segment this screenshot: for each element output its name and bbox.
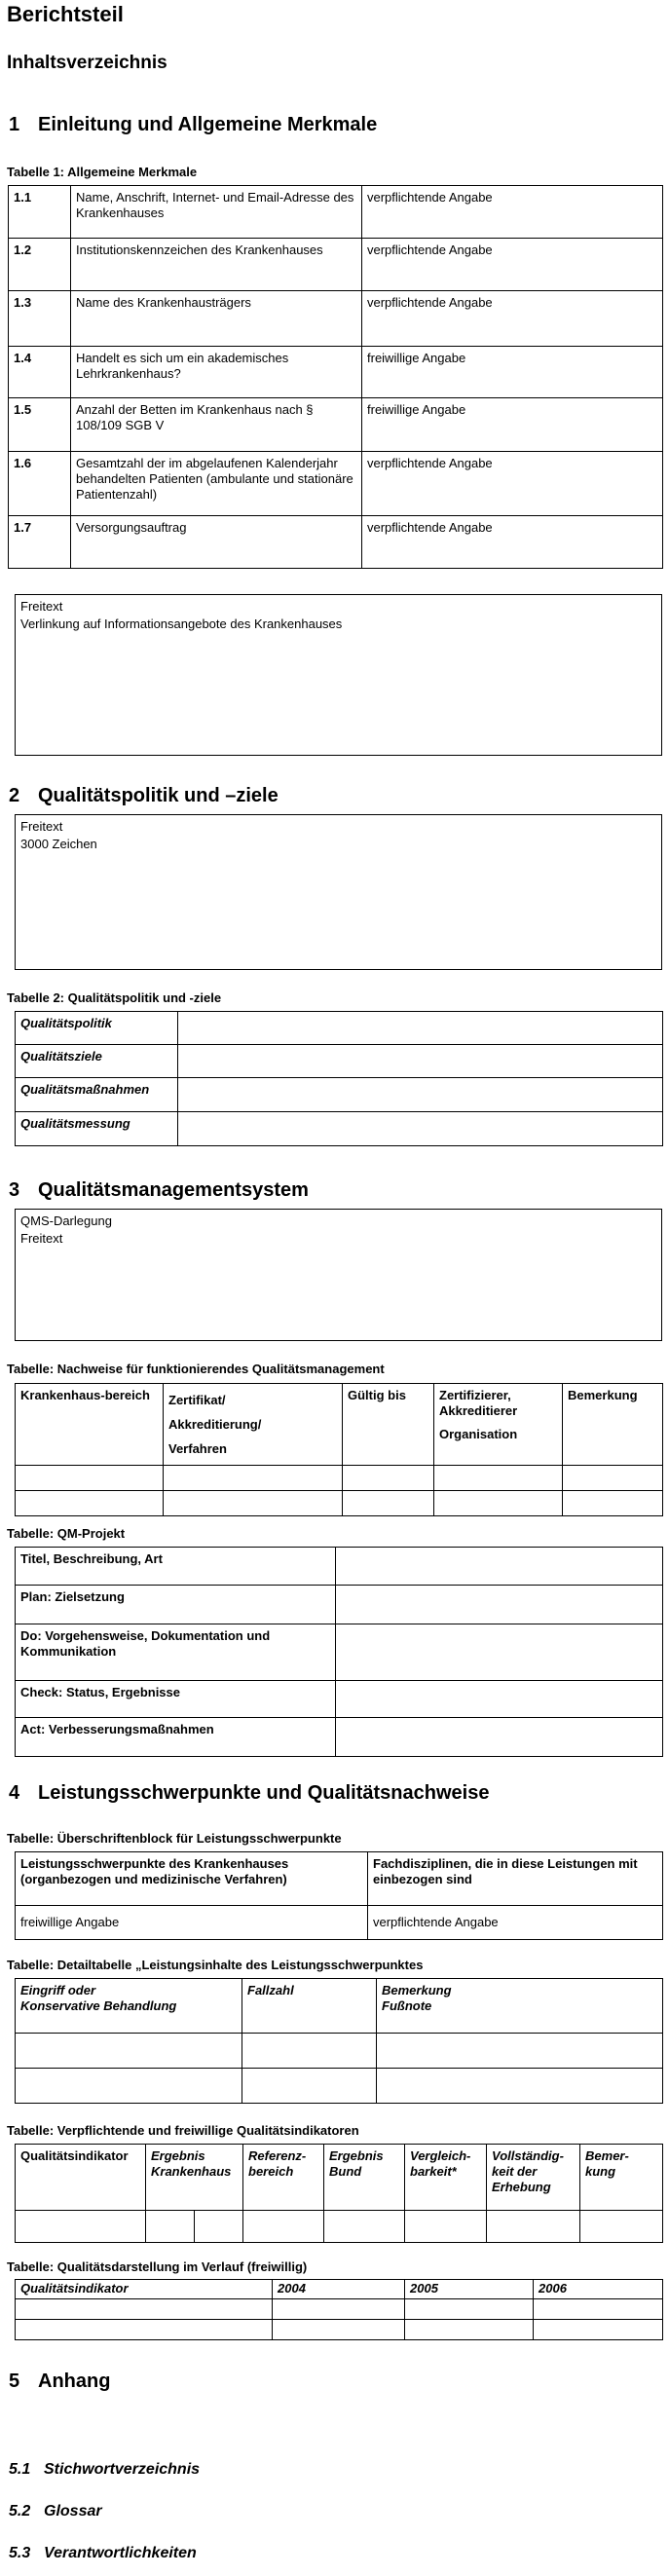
header-line: Fußnote [382,1998,432,2013]
qms-darlegung-box [15,1209,662,1341]
header-eingriff [16,1979,242,2034]
header-bemerkung: Bemerkung [563,1384,663,1466]
table-row [16,1491,663,1516]
row-value [178,1078,663,1112]
item-number: 5.1 [9,2461,31,2478]
table-row [9,239,663,291]
row-label: Name des Krankenhausträgers [71,291,362,347]
detail-caption: Tabelle: Detailtabelle „Leistungsinhalte des Leistungsschwerpunktes [7,1958,424,1972]
header-gueltig-bis: Gültig bis [343,1384,434,1466]
row-value [178,1112,663,1146]
row-label: Qualitätspolitik [16,1012,178,1045]
anhang-item-stichwortverzeichnis [9,2461,200,2479]
row-number: 1.1 [9,186,71,239]
table-row [16,1078,663,1112]
table-ueberschriftenblock [15,1851,663,1940]
row-label: Anzahl der Betten im Krankenhaus nach § 108/109 SGB V [71,398,362,452]
table-header-row [16,2280,663,2299]
header-zertifizierer [434,1384,563,1466]
section-4-heading [9,1782,489,1805]
header-vollstaendigkeit: Vollständig-keit der Erhebung [487,2145,580,2211]
row-label: Qualitätsmessung [16,1112,178,1146]
section-1-title: Einleitung und Allgemeine Merkmale [38,114,378,135]
header-2004: 2004 [273,2280,405,2299]
table-row [16,1548,663,1586]
section-4-number: 4 [9,1782,20,1804]
row-value [336,1624,663,1681]
header-line: Konservative Behandlung [20,1998,177,2013]
freitext-box-section-2 [15,814,662,970]
box-label: Freitext [20,599,63,614]
header-line: Bemerkung [382,1983,452,1997]
table-qualitaetspolitik [15,1011,663,1146]
section-2-number: 2 [9,785,20,806]
nachweise-caption: Tabelle: Nachweise für funktionierendes Qualitätsmanagement [7,1362,385,1376]
row-value: verpflichtende Angabe [362,516,663,569]
row-value [178,1045,663,1078]
header-referenzbereich: Referenz-bereich [243,2145,324,2211]
row-label: Handelt es sich um ein akademisches Lehrkrankenhaus? [71,347,362,398]
table-row [16,1112,663,1146]
header-vergleichbarkeit: Vergleich-barkeit* [405,2145,487,2211]
table1-caption: Tabelle 1: Allgemeine Merkmale [7,165,198,179]
table-row [16,2211,663,2243]
table-row [16,1586,663,1624]
row-label: Act: Verbesserungsmaßnahmen [16,1718,336,1757]
anhang-item-verantwortlichkeiten [9,2545,197,2562]
header-zertifikat [164,1384,343,1466]
header-ergebnis-bund: Ergebnis Bund [324,2145,405,2211]
section-2-title: Qualitätspolitik und –ziele [38,785,279,806]
item-label: Glossar [44,2503,102,2520]
row-label: Titel, Beschreibung, Art [16,1548,336,1586]
row-value [336,1586,663,1624]
table-header-row [16,1384,663,1466]
section-4-title: Leistungsschwerpunkte und Qualitätsnachweise [38,1782,490,1804]
table-header-row [16,2145,663,2211]
row-value: verpflichtende Angabe [362,452,663,516]
table-nachweise [15,1383,663,1516]
table-row [9,291,663,347]
table-header-row [16,1979,663,2034]
section-1-heading [9,114,377,136]
header-line: Akkreditierung/ [168,1417,262,1432]
item-number: 5.2 [9,2503,31,2520]
row-value: freiwillige Angabe [362,398,663,452]
row-value: verpflichtende Angabe [362,186,663,239]
section-5-heading [9,2371,110,2393]
row-number: 1.6 [9,452,71,516]
header-bemerkung [377,1979,663,2034]
table-row [16,2320,663,2340]
row-value [336,1548,663,1586]
verlauf-caption: Tabelle: Qualitätsdarstellung im Verlauf (freiwillig) [7,2259,308,2274]
table-allgemeine-merkmale [8,185,663,569]
row-value: verpflichtende Angabe [362,291,663,347]
row-number: 1.3 [9,291,71,347]
table-header-row [16,1852,663,1906]
header-fachdisziplinen: Fachdisziplinen, die in diese Leistungen mit einbezogen sind [368,1852,663,1906]
header-line: Zertifikat/ [168,1393,226,1407]
row-value [178,1012,663,1045]
header-fallzahl: Fallzahl [242,1979,377,2034]
table-qm-projekt [15,1547,663,1757]
table-row [16,2299,663,2320]
row-label: Qualitätsmaßnahmen [16,1078,178,1112]
page-title: Berichtsteil [7,2,124,26]
header-krankenhausbereich: Krankenhaus-bereich [16,1384,164,1466]
table-row [16,1906,663,1940]
section-5-title: Anhang [38,2371,111,2392]
row-value [336,1718,663,1757]
row-label: Gesamtzahl der im abgelaufenen Kalenderjahr behandelten Patienten (ambulante und stationäre Patientenzahl) [71,452,362,516]
section-2-heading [9,785,279,807]
box-label: Freitext [20,819,63,834]
section-3-title: Qualitätsmanagementsystem [38,1179,309,1201]
box-text: Verlinkung auf Informationsangebote des Krankenhauses [20,616,343,631]
row-number: 1.4 [9,347,71,398]
row-number: 1.5 [9,398,71,452]
header-line: Organisation [439,1427,518,1441]
section-1-number: 1 [9,114,20,135]
table-row [16,1718,663,1757]
table-row [16,1045,663,1078]
table-qualitaetsindikatoren [15,2144,663,2243]
box-label: QMS-Darlegung [20,1213,112,1228]
row-label: Institutionskennzeichen des Krankenhauses [71,239,362,291]
header-2006: 2006 [534,2280,663,2299]
box-text: 3000 Zeichen [20,837,97,851]
row-value: verpflichtende Angabe [362,239,663,291]
indikatoren-caption: Tabelle: Verpflichtende und freiwillige Qualitätsindikatoren [7,2123,359,2138]
row-label: Qualitätsziele [16,1045,178,1078]
header-leistungsschwerpunkte: Leistungsschwerpunkte des Krankenhauses (organbezogen und medizinische Verfahren) [16,1852,368,1906]
table-row [16,1681,663,1718]
qm-projekt-caption: Tabelle: QM-Projekt [7,1526,126,1541]
row-number: 1.7 [9,516,71,569]
anhang-item-glossar [9,2503,102,2520]
value-freiwillig: freiwillige Angabe [16,1906,368,1940]
table-row [9,398,663,452]
section-3-number: 3 [9,1179,20,1201]
item-number: 5.3 [9,2545,31,2561]
table-row [9,452,663,516]
row-value [336,1681,663,1718]
row-label: Plan: Zielsetzung [16,1586,336,1624]
table-row [16,1466,663,1491]
table-row [9,347,663,398]
section-3-heading [9,1179,309,1202]
header-line: Verfahren [168,1441,227,1456]
table-detailtabelle [15,1978,663,2104]
table-verlauf [15,2279,663,2340]
header-2005: 2005 [405,2280,534,2299]
table-row [9,516,663,569]
header-line: Zertifizierer, Akkreditierer [439,1388,518,1418]
row-value: freiwillige Angabe [362,347,663,398]
item-label: Verantwortlichkeiten [44,2545,197,2561]
row-label: Versorgungsauftrag [71,516,362,569]
row-label: Name, Anschrift, Internet- und Email-Adresse des Krankenhauses [71,186,362,239]
box-text: Freitext [20,1231,63,1246]
table2-caption: Tabelle 2: Qualitätspolitik und -ziele [7,990,222,1005]
block-caption: Tabelle: Überschriftenblock für Leistungsschwerpunkte [7,1831,342,1846]
item-label: Stichwortverzeichnis [44,2461,201,2478]
table-row [16,1012,663,1045]
section-5-number: 5 [9,2371,20,2392]
row-number: 1.2 [9,239,71,291]
header-qualitaetsindikator: Qualitätsindikator [16,2145,146,2211]
header-qualitaetsindikator: Qualitätsindikator [16,2280,273,2299]
row-label: Do: Vorgehensweise, Dokumentation und Kommunikation [16,1624,336,1681]
header-line: Eingriff oder [20,1983,96,1997]
toc-heading: Inhaltsverzeichnis [7,53,167,73]
table-row [16,1624,663,1681]
row-label: Check: Status, Ergebnisse [16,1681,336,1718]
table-row [16,2069,663,2104]
header-bemerkung: Bemer-kung [580,2145,663,2211]
table-row [16,2034,663,2069]
table-row [9,186,663,239]
freitext-box-section-1 [15,594,662,756]
value-verpflichtend: verpflichtende Angabe [368,1906,663,1940]
header-ergebnis-krankenhaus: Ergebnis Krankenhaus [146,2145,243,2211]
